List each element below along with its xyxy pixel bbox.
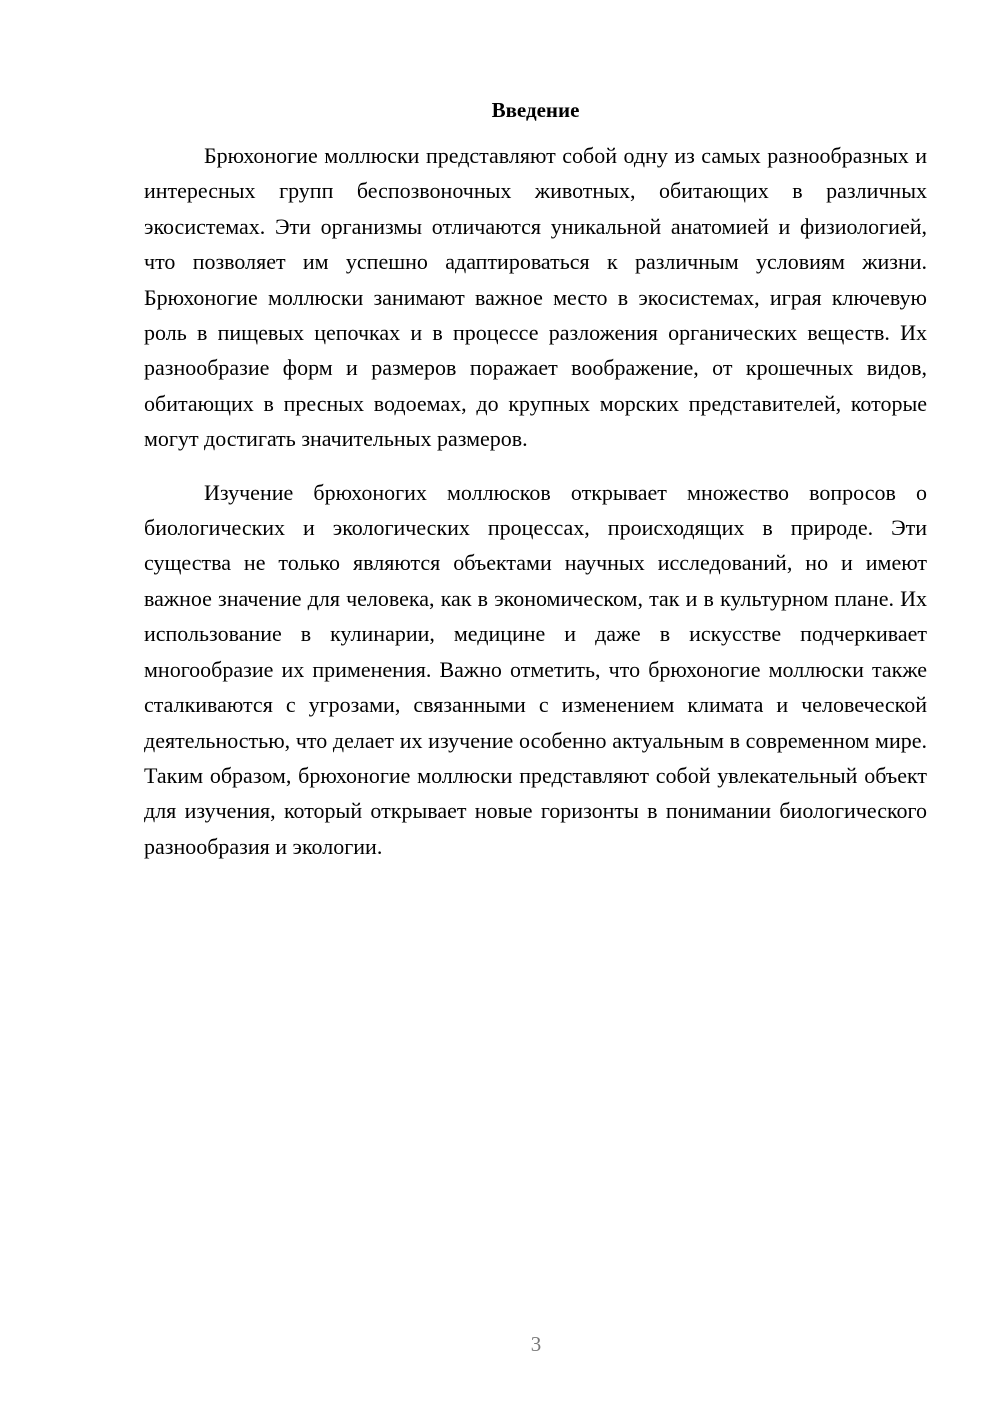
- section-title: Введение: [491, 98, 580, 122]
- page-number: 3: [530, 1332, 542, 1356]
- paragraph-1: Брюхоногие моллюски представляют собой одну из самых разнообразных и интересных групп беспозвоночных животных, обитающих в различных экосистемах. Эти организмы отличаются уникальной анатомией и физиологией, что позволяет им успешно адаптироваться к различным условиям жизни. Брюхоногие моллюски занимают важное место в экосистемах, играя ключевую роль в пищевых цепочках и в процессе разложения органических веществ. Их разнообразие форм и размеров поражает воображение, от крошечных видов, обитающих в пресных водоемах, до крупных морских представителей, которые могут достигать значительных размеров.: [144, 143, 927, 452]
- paragraph-2: Изучение брюхоногих моллюсков открывает множество вопросов о биологических и экологических процессах, происходящих в природе. Эти существа не только являются объектами научных исследований, но и имеют важное значение для человека, как в экономическом, так и в культурном плане. Их использование в кулинарии, медицине и даже в искусстве подчеркивает многообразие их применения. Важно отметить, что брюхоногие моллюски также сталкиваются с угрозами, связанными с изменением климата и человеческой деятельностью, что делает их изучение особенно актуальным в современном мире. Таким образом, брюхоногие моллюски представляют собой увлекательный объект для изучения, который открывает новые горизонты в понимании биологического разнообразия и экологии.: [144, 479, 927, 859]
- page-content: [144, 92, 927, 864]
